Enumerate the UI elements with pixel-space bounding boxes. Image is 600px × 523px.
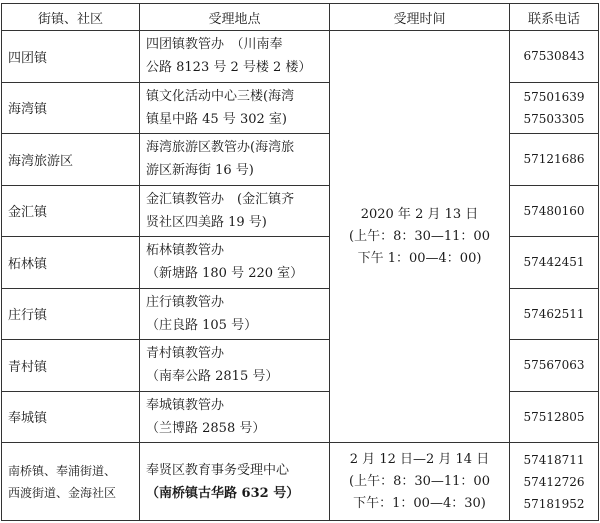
phone-number: 57412726 bbox=[523, 474, 585, 489]
district-cell: 柘林镇 bbox=[2, 237, 140, 289]
header-district: 街镇、社区 bbox=[2, 4, 140, 31]
phone-cell bbox=[510, 391, 599, 443]
phone-number: 57121686 bbox=[523, 152, 585, 167]
location-line: 公路 8123 号 2 号楼 2 楼） bbox=[146, 60, 312, 76]
phone-cell bbox=[510, 237, 599, 289]
phone-number: 57181952 bbox=[523, 496, 585, 511]
location-line: 庄行镇教管办 bbox=[146, 294, 225, 310]
table-row bbox=[2, 391, 599, 443]
location-line: 柘林镇教管办 bbox=[146, 243, 225, 259]
district-cell bbox=[2, 443, 140, 521]
phone-cell bbox=[510, 31, 599, 83]
phone-cell bbox=[510, 443, 599, 521]
header-row bbox=[2, 4, 599, 31]
location-cell bbox=[140, 237, 330, 289]
district-line: 南桥镇、奉浦街道、 bbox=[8, 463, 117, 478]
table-row bbox=[2, 134, 599, 186]
location-cell bbox=[140, 288, 330, 340]
time-line: 下午：1：00—4：30) bbox=[353, 495, 486, 511]
table-row bbox=[2, 237, 599, 289]
time-line: 下午 1：00—4：00) bbox=[357, 250, 482, 266]
phone-cell bbox=[510, 134, 599, 186]
location-cell bbox=[140, 82, 330, 134]
phone-cell bbox=[510, 82, 599, 134]
district-cell: 奉城镇 bbox=[2, 391, 140, 443]
location-cell bbox=[140, 185, 330, 237]
phone-cell bbox=[510, 340, 599, 392]
district-cell: 青村镇 bbox=[2, 340, 140, 392]
location-line: 金汇镇教管办 (金汇镇齐 bbox=[146, 191, 295, 207]
district-cell: 金汇镇 bbox=[2, 185, 140, 237]
time-line: 2 月 12 日—2 月 14 日 bbox=[349, 451, 490, 467]
phone-number: 57501639 bbox=[523, 89, 585, 104]
district-cell: 四团镇 bbox=[2, 31, 140, 83]
location-cell bbox=[140, 340, 330, 392]
phone-number: 67530843 bbox=[523, 49, 585, 64]
location-line: 青村镇教管办 bbox=[146, 346, 225, 362]
time-line: (上午：8：30—11：00 bbox=[349, 228, 490, 244]
location-cell bbox=[140, 391, 330, 443]
table-row bbox=[2, 82, 599, 134]
table-row bbox=[2, 443, 599, 521]
district-line: 西渡街道、金海社区 bbox=[8, 485, 117, 500]
phone-number: 57418711 bbox=[523, 452, 585, 467]
phone-number: 57512805 bbox=[523, 409, 585, 424]
location-line: 四团镇教管办 （川南奉 bbox=[146, 37, 283, 53]
time-line: 2020 年 2 月 13 日 bbox=[360, 206, 479, 222]
location-line: 镇文化活动中心三楼(海湾 bbox=[146, 88, 295, 104]
location-line: 海湾旅游区教管办(海湾旅 bbox=[146, 140, 295, 156]
location-line: （新塘路 180 号 220 室） bbox=[146, 266, 304, 282]
district-cell: 海湾旅游区 bbox=[2, 134, 140, 186]
location-line: 镇星中路 45 号 302 室) bbox=[146, 111, 287, 127]
location-line: 贤社区四美路 19 号) bbox=[146, 214, 267, 230]
time-cell-main bbox=[330, 31, 510, 443]
location-line: （南桥镇古华路 632 号） bbox=[146, 485, 300, 501]
phone-number: 57442451 bbox=[523, 255, 585, 270]
location-line: （南奉公路 2815 号） bbox=[146, 369, 279, 385]
phone-cell bbox=[510, 288, 599, 340]
location-line: 奉城镇教管办 bbox=[146, 397, 225, 413]
header-time: 受理时间 bbox=[330, 4, 510, 31]
location-cell bbox=[140, 134, 330, 186]
phone-number: 57503305 bbox=[523, 111, 585, 126]
district-cell: 海湾镇 bbox=[2, 82, 140, 134]
phone-number: 57462511 bbox=[523, 306, 585, 321]
time-line: (上午：8：30—11：00 bbox=[349, 473, 490, 489]
time-cell-last bbox=[330, 443, 510, 521]
table-row bbox=[2, 340, 599, 392]
location-line: （庄良路 105 号） bbox=[146, 317, 258, 333]
phone-number: 57567063 bbox=[523, 358, 585, 373]
table-row bbox=[2, 31, 599, 83]
header-location: 受理地点 bbox=[140, 4, 330, 31]
header-phone: 联系电话 bbox=[510, 4, 599, 31]
phone-number: 57480160 bbox=[523, 203, 585, 218]
phone-cell bbox=[510, 185, 599, 237]
registration-table bbox=[1, 3, 599, 521]
location-cell bbox=[140, 443, 330, 521]
table-row bbox=[2, 288, 599, 340]
table-row bbox=[2, 185, 599, 237]
location-line: 游区新海街 16 号) bbox=[146, 163, 254, 179]
location-cell bbox=[140, 31, 330, 83]
location-line: 奉贤区教育事务受理中心 bbox=[146, 462, 290, 478]
location-line: （兰博路 2858 号） bbox=[146, 420, 266, 436]
district-cell: 庄行镇 bbox=[2, 288, 140, 340]
